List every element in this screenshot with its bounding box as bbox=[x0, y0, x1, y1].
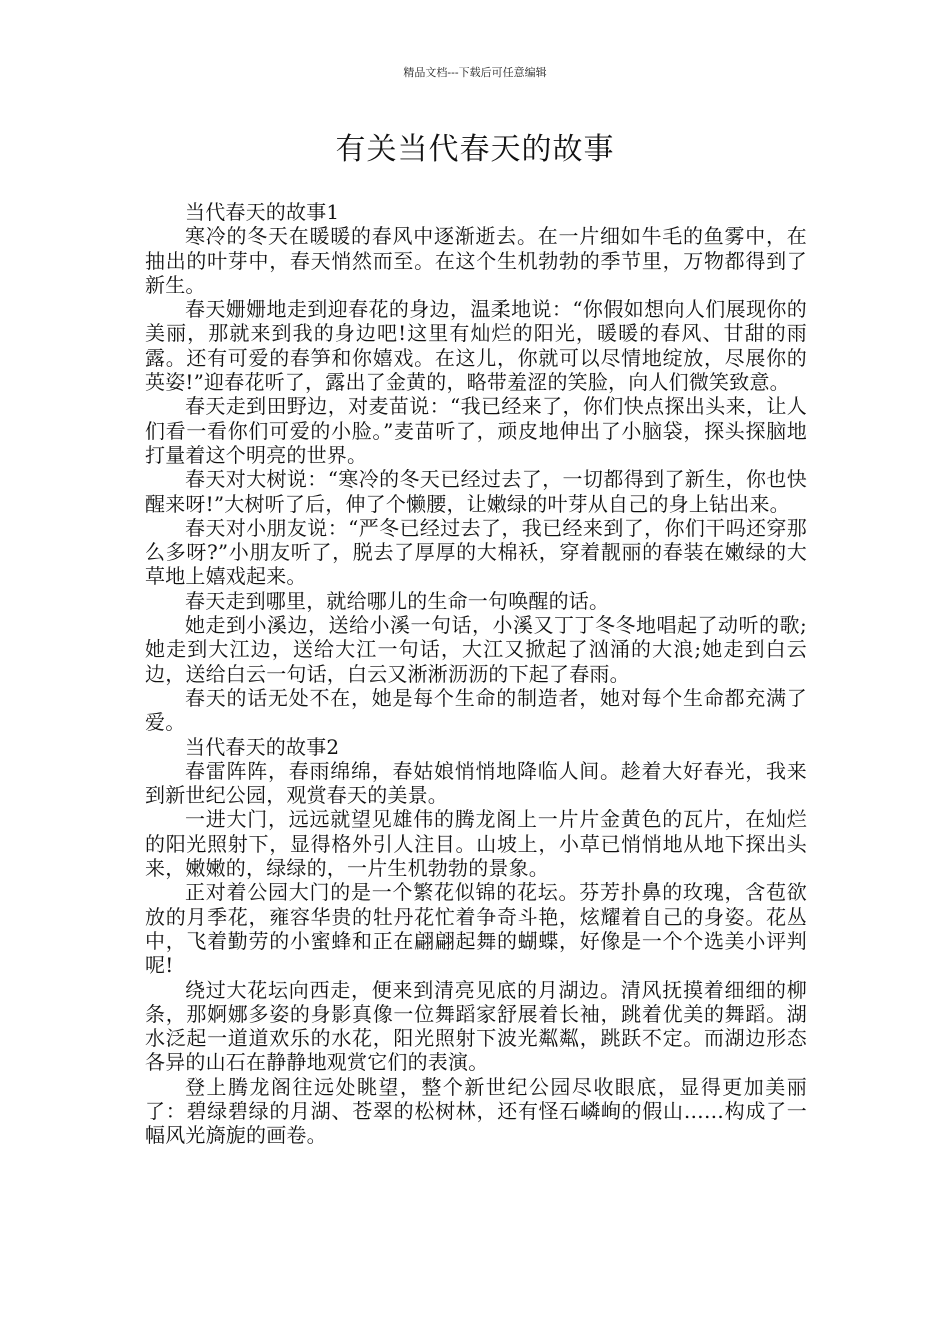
paragraph: 春雷阵阵，春雨绵绵，春姑娘悄悄地降临人间。趁着大好春光，我来到新世纪公园，观赏春天的美景。 bbox=[145, 758, 807, 808]
paragraph: 正对着公园大门的是一个繁花似锦的花坛。芬芳扑鼻的玫瑰，含苞欲放的月季花，雍容华贵的牡丹花忙着争奇斗艳，炫耀着自己的身姿。花丛中，飞着勤劳的小蜜蜂和正在翩翩起舞的蝴蝶，好像是一个个选美小评判呢! bbox=[145, 880, 807, 978]
paragraph: 春天走到田野边，对麦苗说：“我已经来了，你们快点探出头来，让人们看一看你们可爱的小脸。”麦苗听了，顽皮地伸出了小脑袋，探头探脑地打量着这个明亮的世界。 bbox=[145, 394, 807, 467]
section-heading: 当代春天的故事1 bbox=[185, 200, 340, 224]
paragraph: 春天姗姗地走到迎春花的身边，温柔地说：“你假如想向人们展现你的美丽，那就来到我的身边吧!这里有灿烂的阳光，暖暖的春风、甘甜的雨露。还有可爱的春笋和你嬉戏。在这儿，你就可以尽情地绽放，尽展你的英姿!”迎春花听了，露出了金黄的，略带羞涩的笑脸，向人们微笑致意。 bbox=[145, 297, 807, 395]
paragraph: 她走到小溪边，送给小溪一句话，小溪又丁丁冬冬地唱起了动听的歌;她走到大江边，送给大江一句话，大江又掀起了汹涌的大浪;她走到白云边，送给白云一句话，白云又淅淅沥沥的下起了春雨。 bbox=[145, 613, 807, 686]
paragraph: 绕过大花坛向西走，便来到清亮见底的月湖边。清风抚摸着细细的柳条，那婀娜多姿的身影真像一位舞蹈家舒展着长袖，跳着优美的舞蹈。湖水泛起一道道欢乐的水花，阳光照射下波光粼粼，跳跃不定。而湖边形态各异的山石在静静地观赏它们的表演。 bbox=[145, 977, 807, 1075]
document-title: 有关当代春天的故事 bbox=[335, 132, 615, 167]
paragraph: 寒冷的冬天在暖暖的春风中逐渐逝去。在一片细如牛毛的鱼雾中，在抽出的叶芽中，春天悄然而至。在这个生机勃勃的季节里，万物都得到了新生。 bbox=[145, 224, 807, 297]
paragraph: 春天走到哪里，就给哪儿的生命一句唤醒的话。 bbox=[185, 588, 610, 613]
header-note: 精品文档---下载后可任意编辑 bbox=[403, 66, 547, 79]
paragraph: 一进大门，远远就望见雄伟的腾龙阁上一片片金黄色的瓦片，在灿烂的阳光照射下，显得格外引人注目。山坡上，小草已悄悄地从地下探出头来，嫩嫩的，绿绿的，一片生机勃勃的景象。 bbox=[145, 807, 807, 881]
section-heading: 当代春天的故事2 bbox=[185, 734, 340, 759]
paragraph: 春天的话无处不在，她是每个生命的制造者，她对每个生命都充满了爱。 bbox=[145, 685, 807, 735]
paragraph: 春天对小朋友说：“严冬已经过去了，我已经来到了，你们干吗还穿那么多呀?”小朋友听了，脱去了厚厚的大棉袄，穿着靓丽的春装在嫩绿的大草地上嬉戏起来。 bbox=[145, 515, 807, 589]
paragraph: 春天对大树说：“寒冷的冬天已经过去了，一切都得到了新生，你也快醒来呀!”大树听了后，伸了个懒腰，让嫩绿的叶芽从自己的身上钻出来。 bbox=[145, 467, 807, 516]
paragraph: 登上腾龙阁往远处眺望，整个新世纪公园尽收眼底，显得更加美丽了：碧绿碧绿的月湖、苍翠的松树林，还有怪石嶙峋的假山……构成了一幅风光旖旎的画卷。 bbox=[145, 1074, 807, 1148]
document-body bbox=[145, 200, 807, 1148]
